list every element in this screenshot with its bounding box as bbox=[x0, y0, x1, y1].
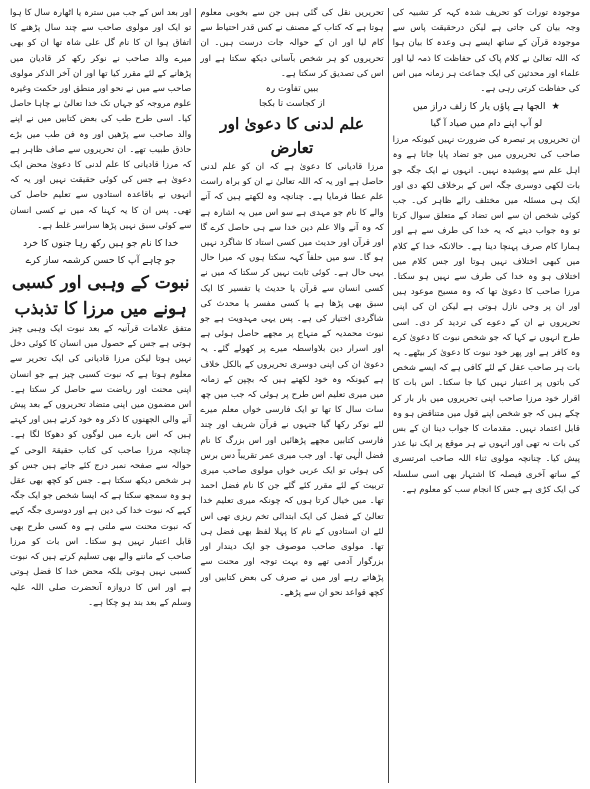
section-heading: ہونے میں مرزا کا تذبذب bbox=[14, 299, 187, 320]
section-heading: نبوت کے وہبی اور کسبی bbox=[11, 273, 190, 294]
column-middle bbox=[196, 6, 387, 785]
body-text: ان تحریروں پر تبصرہ کی ضرورت نہیں کیونکہ مرزا صاحب کی تحریروں میں جو تضاد پایا جاتا ہے وہ اہل علم سے پوشیدہ نہیں۔ انہوں نے ایک جگہ جو بات لکھی دوسری جگہ اس کے برخلاف لکھ دی اور ایک ہی مسئلہ میں مختلف رائے ظاہر کی۔ جب کوئی شخص ان سے اس تضاد کے متعلق سوال کرتا تو وہ جواب دیتے کہ یہ خدا کی طرف سے ہے اور ہمارا کام صرف پہنچا دینا ہے۔ حالانکہ خدا کے کلام میں کبھی اختلاف نہیں ہوتا اور جس کلام میں اختلاف ہو وہ خدا کی طرف سے نہیں ہو سکتا۔ مرزا صاحب کا دعویٰ تھا کہ وہ مسیح موعود ہیں اور ان پر وحی نازل ہوتی ہے لیکن ان کی اپنی تحریروں نے ان کے دعوے کی تردید کر دی۔ اسی طرح انہوں نے کہا کہ جو شخص نبوت کا دعویٰ کرے وہ کافر ہے اور پھر خود نبوت کا دعویٰ کر بیٹھے۔ یہ بات ہر صاحب عقل کے لئے کافی ہے کہ ایسے شخص کی باتوں پر اعتبار نہیں کیا جا سکتا۔ اس بات کا اقرار خود مرزا صاحب اپنی تحریروں میں بار بار کر چکے ہیں کہ جو شخص اپنے قول میں متناقض ہو وہ قابل اعتماد نہیں۔ مقدمات کا جواب دینا ان کے بس کی بات نہ تھی اور انہوں نے ہر موقع پر ایک نیا عذر پیش کیا۔ چنانچہ مولوی ثناء اللہ صاحب امرتسری کے ساتھ آخری فیصلہ کا اشتہار بھی اسی سلسلہ کی ایک کڑی ہے جس کا انجام سب کو معلوم ہے۔ bbox=[392, 135, 580, 495]
body-text: اور بعد اس کے جب میں سترہ یا اٹھارہ سال کا ہوا تو ایک اور مولوی صاحب سے چند سال پڑھنے کا اتفاق ہوا ان کا نام گل علی شاہ تھا ان کو بھی میرے والد صاحب نے نوکر رکھ کر قادیان میں پڑھانے کے لئے مقرر کیا تھا اور ان آخر الذکر مولوی صاحب سے میں نے نحو اور منطق اور حکمت وغیرہ علوم مروجہ کو جہاں تک خدا تعالیٰ نے چاہا حاصل کیا۔ اسی طرح طب کی بعض کتابیں میں نے اپنے والد صاحب سے پڑھیں اور وہ فن طب میں بڑے حاذق طبیب تھے۔ ان تحریروں سے صاف ظاہر ہے کہ مرزا قادیانی کا علم لدنی کا دعویٰ محض ایک دعویٰ ہے جس کی کوئی حقیقت نہیں اور یہ کہ انہوں نے باقاعدہ استادوں سے تعلیم حاصل کی تھی۔ پس ان کا یہ کہنا کہ میں نے کسی انسان سے کوئی سبق نہیں پڑھا سراسر غلط ہے۔ bbox=[9, 8, 192, 231]
column-divider bbox=[388, 8, 389, 783]
verse-line: خدا کا نام جو ہیں رکھ رہا جنوں کا خرد bbox=[22, 238, 179, 250]
article-columns bbox=[6, 6, 584, 785]
star-icon: ★ bbox=[551, 101, 560, 113]
verse-line: لو آپ اپنے دام میں صیاد آ گیا bbox=[430, 118, 543, 130]
body-text: مرزا قادیانی کا دعویٰ ہے کہ ان کو علم لدنی حاصل ہے اور یہ کہ اللہ تعالیٰ نے ان کو براہ راست علم عطا فرمایا ہے۔ چنانچہ وہ لکھتے ہیں کہ آنے والے کا نام جو مہدی ہے سو اس میں یہ اشارہ ہے کہ وہ آنے والا علم دین خدا سے ہی حاصل کرے گا اور قرآن اور حدیث میں کسی استاد کا شاگرد نہیں ہو گا۔ سو میں حلفاً کہہ سکتا ہوں کہ میرا حال یہی حال ہے۔ کوئی ثابت نہیں کر سکتا کہ میں نے کسی انسان سے قرآن یا حدیث یا تفسیر کا ایک سبق بھی پڑھا ہے یا کسی مفسر یا محدث کی شاگردی اختیار کی ہے۔ پس یہی مہدویت ہے جو نبوت محمدیہ کے منہاج پر مجھے حاصل ہوئی ہے اور اسرار دین بلاواسطہ میرے پر کھولے گئے۔ یہ دعویٰ ان کی اپنی دوسری تحریروں کے بالکل خلاف ہے کیونکہ وہ خود لکھتے ہیں کہ بچپن کے زمانہ میں میری تعلیم اس طرح پر ہوئی کہ جب میں چھ سات سال کا تھا تو ایک فارسی خواں معلم میرے لئے نوکر رکھا گیا جنہوں نے قرآن شریف اور چند فارسی کتابیں مجھے پڑھائیں اور اس بزرگ کا نام فضل الٰہی تھا۔ اور جب میری عمر تقریباً دس برس کی ہوئی تو ایک عربی خواں مولوی صاحب میری تربیت کے لئے مقرر کئے گئے جن کا نام فضل احمد تھا۔ میں خیال کرتا ہوں کہ چونکہ میری تعلیم خدا تعالیٰ کے فضل کی ایک ابتدائی تخم ریزی تھی اس لئے ان استادوں کے نام کا پہلا لفظ بھی فضل ہی تھا۔ مولوی صاحب موصوف جو ایک دیندار اور بزرگوار آدمی تھے وہ بہت توجہ اور محنت سے پڑھاتے رہے اور میں نے صرف کی بعض کتابیں اور کچھ قواعد نحو ان سے پڑھے۔ bbox=[200, 162, 384, 598]
body-text: تحریریں نقل کی گئی ہیں جن سے بخوبی معلوم ہوتا ہے کہ کتاب کے مصنف نے کس قدر احتیاط سے کام لیا اور ان کے حوالہ جات درست ہیں۔ ان تحریروں کو ہر شخص بآسانی دیکھ سکتا ہے اور اس کی تصدیق کر سکتا ہے۔ bbox=[200, 8, 384, 79]
verse-text: الجھا ہے پاؤں یار کا زلف دراز میں bbox=[412, 101, 546, 113]
body-text: موجودہ تورات کو تحریف شدہ کہہ کر تشبیہ کی وجہ بیان کی جاتی ہے لیکن درحقیقت پاس سے موجودہ قرآن کے ساتھ ایسے ہی وعدہ کا بیان ہوا کہ اللہ تعالیٰ نے کلام پاک کی حفاظت کا ذمہ لیا اور علماء اور محدثین کی ایک جماعت ہر زمانہ میں اس کی حفاظت کرتی رہی ہے۔ bbox=[392, 8, 580, 95]
column-divider bbox=[195, 8, 196, 783]
section-heading: علم لدنی کا دعویٰ اور تعارض bbox=[219, 114, 365, 158]
verse-line: جو چاہے آپ کا حسن کرشمہ ساز کرے bbox=[25, 255, 176, 267]
column-left bbox=[6, 6, 195, 785]
couplet-line: ببیں تفاوت رہ bbox=[265, 84, 319, 95]
body-text: متفق علامات قرآنیہ کے بعد نبوت ایک وہبی چیز ہوتی ہے جس کے حصول میں انسان کا کوئی دخل نہیں ہوتا لیکن مرزا قادیانی کی ایک تحریر سے معلوم ہوتا ہے کہ نبوت کسبی چیز ہے جو انسان اپنی محنت اور ریاضت سے حاصل کر سکتا ہے۔ اس مضمون میں اپنی متضاد تحریروں کے بعد پیش آنے والی الجھنوں کا ذکر وہ خود کرتے ہیں اور کہتے ہیں کہ اس بارے میں لوگوں کو دھوکا لگا ہے۔ چنانچہ مرزا صاحب کی کتاب حقیقۃ الوحی کے حوالہ سے صفحہ نمبر درج کئے جاتے ہیں جس کو ہر شخص دیکھ سکتا ہے۔ جس کو کچھ بھی عقل ہو وہ سمجھ سکتا ہے کہ ایسا شخص جو ایک جگہ کہے کہ نبوت خدا کی دین ہے اور دوسری جگہ کہے کہ نبوت محنت سے ملتی ہے وہ کسی طرح بھی قابل اعتبار نہیں ہو سکتا۔ اس بات کو مرزا صاحب کے ماننے والے بھی تسلیم کرتے ہیں کہ نبوت کسبی نہیں ہوتی بلکہ محض خدا کا فضل ہوتی ہے اور اس کا دروازہ آنحضرت صلی اللہ علیہ وسلم کے بعد بند ہو چکا ہے۔ bbox=[9, 324, 192, 608]
verse-line bbox=[393, 99, 580, 114]
couplet-line: از کجاست تا بکجا bbox=[259, 99, 325, 110]
column-right bbox=[389, 6, 584, 785]
